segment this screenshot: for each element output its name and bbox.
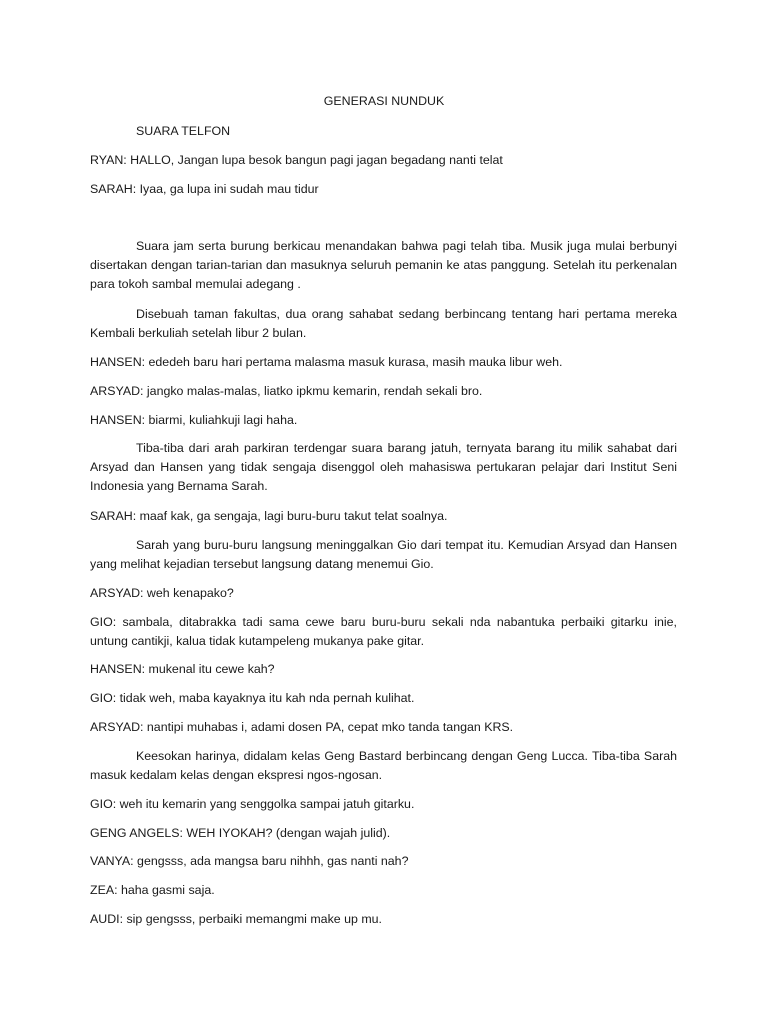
dialogue-line: GIO: sambala, ditabrakka tadi sama cewe baru buru-buru sekali nda nabantuka perbaiki gitarku inie, untung cantikji, kalua tidak kutampeleng mukanya pake gitar. xyxy=(90,615,677,648)
dialogue-line: GIO: weh itu kemarin yang senggolka sampai jatuh gitarku. xyxy=(90,797,415,811)
narration-paragraph: Keesokan harinya, didalam kelas Geng Bastard berbincang dengan Geng Lucca. Tiba-tiba Sarah masuk kedalam kelas dengan ekspresi ngos-ngosan. xyxy=(90,749,677,782)
dialogue-line: ARSYAD: nantipi muhabas i, adami dosen PA, cepat mko tanda tangan KRS. xyxy=(90,720,514,734)
dialogue-line: VANYA: gengsss, ada mangsa baru nihhh, gas nanti nah? xyxy=(90,854,409,868)
dialogue-line: ZEA: haha gasmi saja. xyxy=(90,883,215,897)
dialogue-line: HANSEN: mukenal itu cewe kah? xyxy=(90,662,275,676)
dialogue-line: SARAH: maaf kak, ga sengaja, lagi buru-buru takut telat soalnya. xyxy=(90,509,448,523)
narration-paragraph: Tiba-tiba dari arah parkiran terdengar suara barang jatuh, ternyata barang itu milik sahabat dari Arsyad dan Hansen yang tidak sengaja disenggol oleh mahasiswa pertukaran pelajar dari Institut Seni Indonesia yang Bernama Sarah. xyxy=(90,441,677,493)
narration-paragraph: Suara jam serta burung berkicau menandakan bahwa pagi telah tiba. Musik juga mulai berbunyi disertakan dengan tarian-tarian dan masuknya seluruh pemanin ke atas panggung. Setelah itu perkenalan para tokoh sambal memulai adegang . xyxy=(90,239,677,291)
dialogue-line: HANSEN: ededeh baru hari pertama malasma masuk kurasa, masih mauka libur weh. xyxy=(90,355,563,369)
paragraph-suara-telfon: SUARA TELFON xyxy=(136,124,231,138)
dialogue-line: RYAN: HALLO, Jangan lupa besok bangun pagi jagan begadang nanti telat xyxy=(90,153,503,167)
dialogue-line: ARSYAD: jangko malas-malas, liatko ipkmu kemarin, rendah sekali bro. xyxy=(90,384,483,398)
dialogue-line: GENG ANGELS: WEH IYOKAH? (dengan wajah julid). xyxy=(90,826,391,840)
document-title: GENERASI NUNDUK xyxy=(323,94,445,108)
dialogue-line: ARSYAD: weh kenapako? xyxy=(90,586,234,600)
narration-paragraph: Disebuah taman fakultas, dua orang sahabat sedang berbincang tentang hari pertama mereka Kembali berkuliah setelah libur 2 bulan. xyxy=(90,307,677,340)
dialogue-line: GIO: tidak weh, maba kayaknya itu kah nda pernah kulihat. xyxy=(90,691,415,705)
dialogue-line: SARAH: Iyaa, ga lupa ini sudah mau tidur xyxy=(90,182,319,196)
dialogue-line: HANSEN: biarmi, kuliahkuji lagi haha. xyxy=(90,413,298,427)
narration-paragraph: Sarah yang buru-buru langsung meninggalkan Gio dari tempat itu. Kemudian Arsyad dan Hansen yang melihat kejadian tersebut langsung datang menemui Gio. xyxy=(90,538,677,571)
dialogue-line: AUDI: sip gengsss, perbaiki memangmi make up mu. xyxy=(90,912,382,926)
